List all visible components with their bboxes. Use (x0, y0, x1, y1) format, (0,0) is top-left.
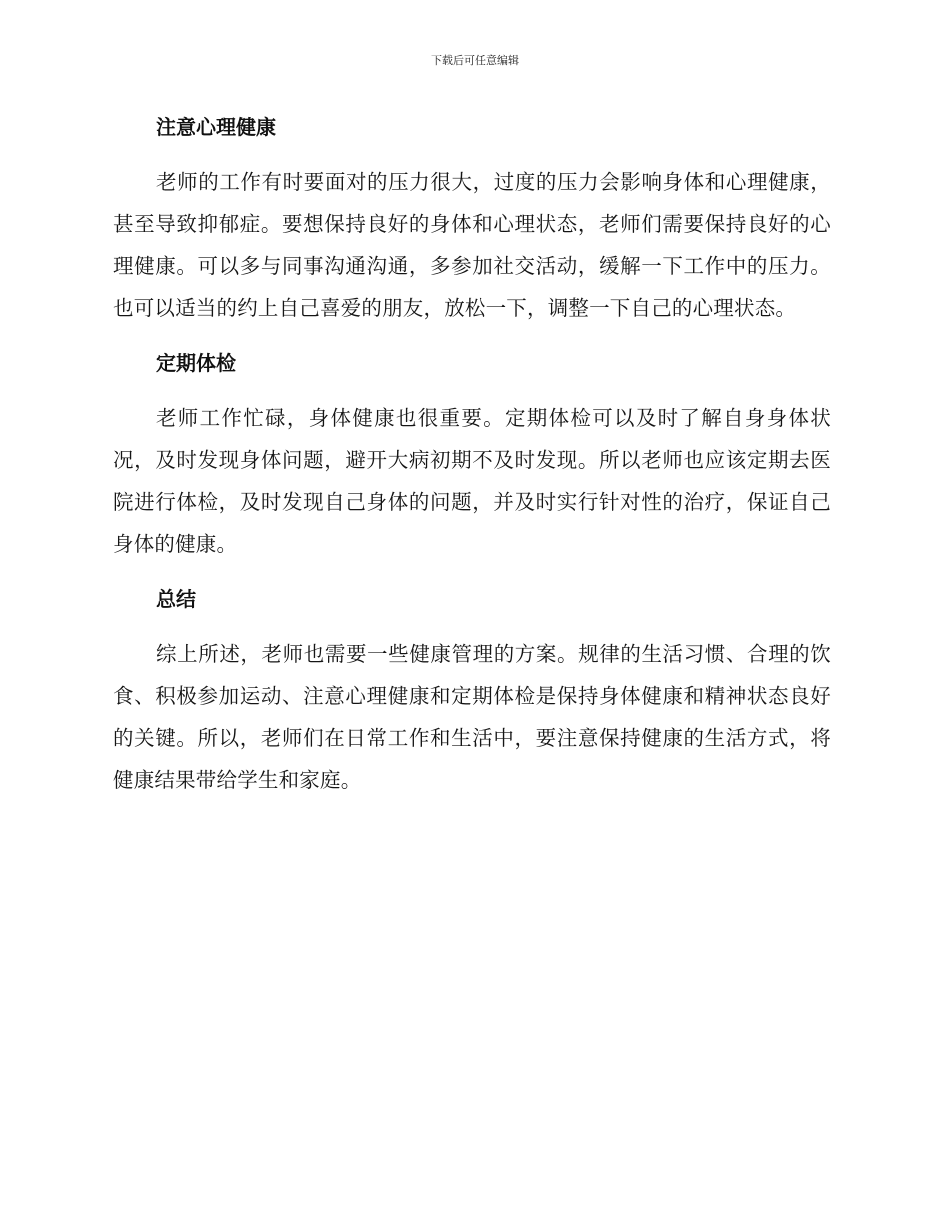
section-heading-summary: 总结 (156, 587, 196, 611)
document-body (113, 106, 831, 801)
section-heading-mental-health: 注意心理健康 (156, 115, 276, 139)
section-paragraph-mental-health: 老师的工作有时要面对的压力很大，过度的压力会影响身体和心理健康，甚至导致抑郁症。要想保持良好的身体和心理状态，老师们需要保持良好的心理健康。可以多与同事沟通沟通，多参加社交活动，缓解一下工作中的压力。也可以适当的约上自己喜爱的朋友，放松一下，调整一下自己的心理状态。 (113, 170, 831, 320)
section-paragraph-checkup: 老师工作忙碌，身体健康也很重要。定期体检可以及时了解自身身体状况，及时发现身体问题，避开大病初期不及时发现。所以老师也应该定期去医院进行体检，及时发现自己身体的问题，并及时实行针对性的治疗，保证自己身体的健康。 (113, 406, 831, 556)
section-heading-checkup: 定期体检 (156, 351, 236, 375)
section-paragraph-summary: 综上所述，老师也需要一些健康管理的方案。规律的生活习惯、合理的饮食、积极参加运动、注意心理健康和定期体检是保持身体健康和精神状态良好的关键。所以，老师们在日常工作和生活中，要注意保持健康的生活方式，将健康结果带给学生和家庭。 (113, 642, 831, 792)
page-header-note: 下载后可任意编辑 (431, 54, 519, 67)
